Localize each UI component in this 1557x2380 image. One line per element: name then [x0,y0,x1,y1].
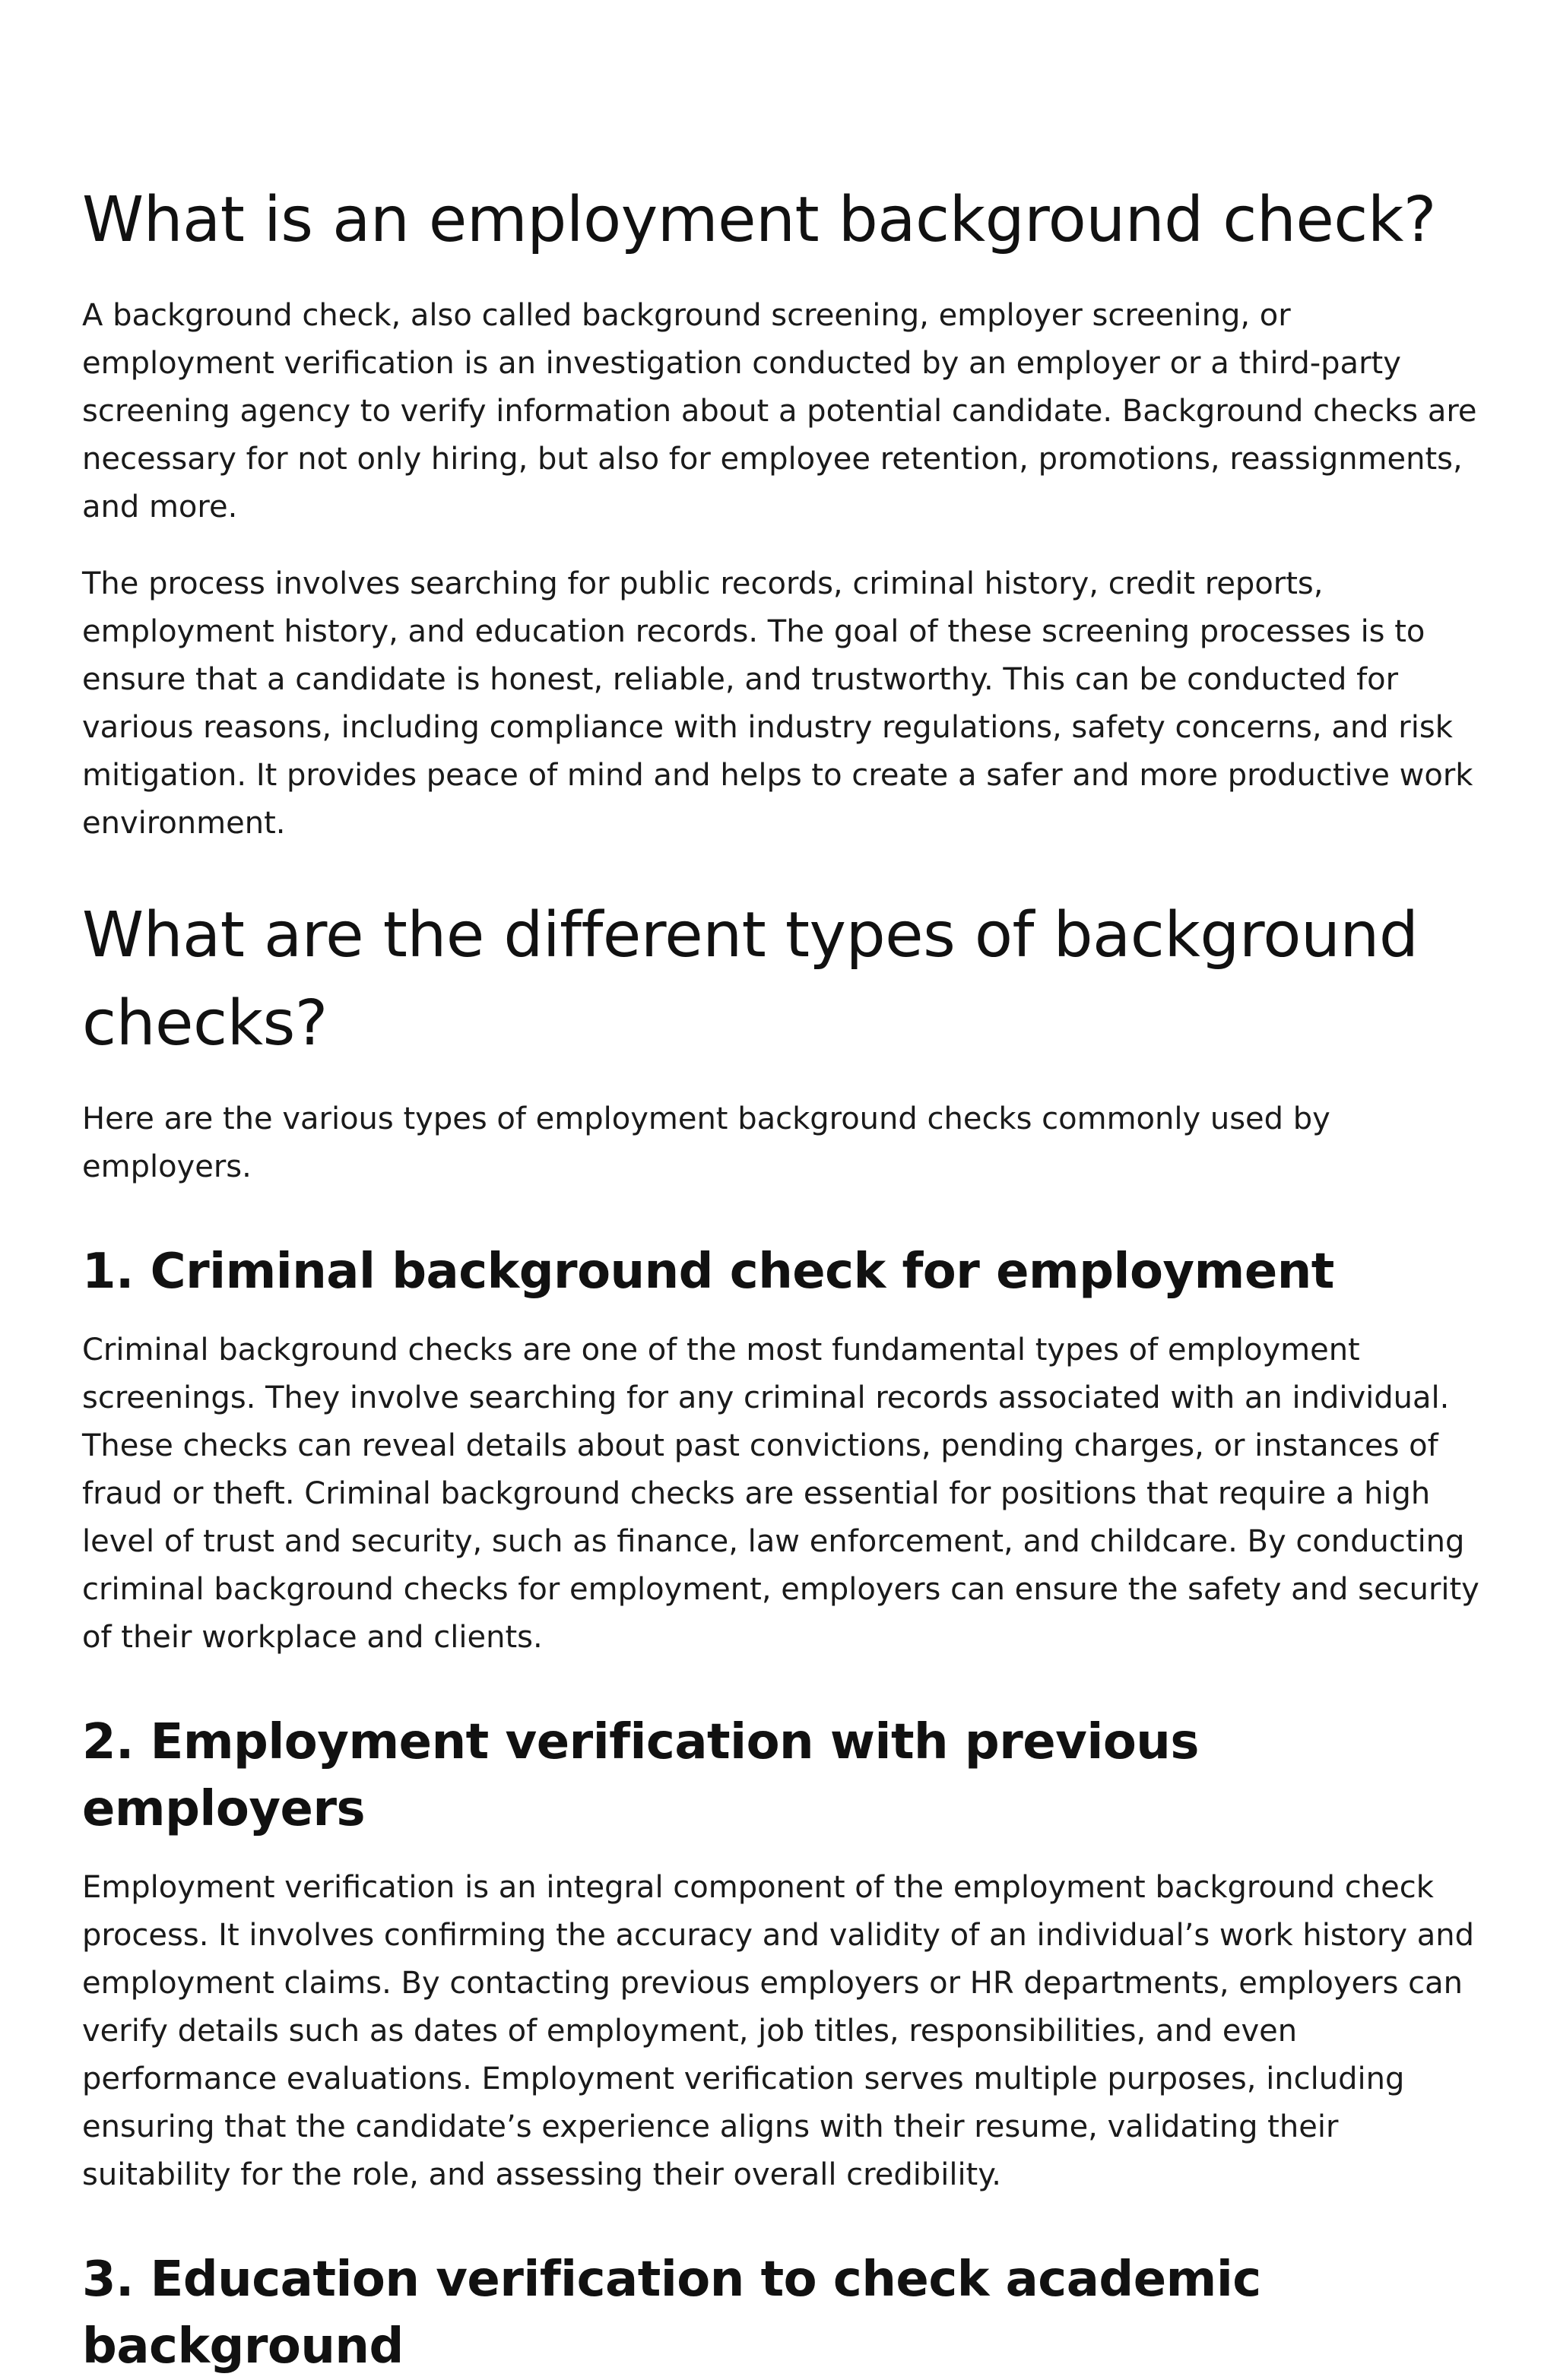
paragraph-employment-verification: Employment verification is an integral component of the employment background check process. It involves confirming the accuracy and validity of an individual’s work history and employment claims. By contacting previous employers or HR departments, employers can verify details such as dates of employment, job titles, responsibilities, and even performance evaluations. Employment verification serves multiple purposes, including ensuring that the candidate’s experience aligns with their resume, validating their suitability for the role, and assessing their overall credibility. [82,1870,1474,2192]
subheading-education-verification: 3. Education verification to check academic background [82,2252,1261,2375]
paragraph-definition: A background check, also called background screening, employer screening, or employment verification is an investigation conducted by an employer or a third-party screening agency to verify information about a potential candidate. Background checks are necessary for not only hiring, but also for employee retention, promotions, reassignments, and more. [82,298,1477,524]
subheading-employment-verification: 2. Employment verification with previous employers [82,1714,1199,1837]
subheading-criminal-check: 1. Criminal background check for employment [82,1244,1334,1300]
paragraph-process: The process involves searching for public records, criminal history, credit reports, employment history, and education records. The goal of these screening processes is to ensure that a candidate is honest, reliable, and trustworthy. This can be conducted for various reasons, including compliance with industry regulations, safety concerns, and risk mitigation. It provides peace of mind and helps to create a safer and more productive work environment. [82,566,1473,841]
paragraph-types-intro: Here are the various types of employment background checks commonly used by employers. [82,1101,1330,1184]
paragraph-criminal-check: Criminal background checks are one of the most fundamental types of employment screenings. They involve searching for any criminal records associated with an individual. These checks can reveal details about past convictions, pending charges, or instances of fraud or theft. Criminal background checks are essential for positions that require a high level of trust and security, such as finance, law enforcement, and childcare. By conducting criminal background checks for employment, employers can ensure the safety and security of their workplace and clients. [82,1333,1479,1655]
heading-types-of-background-checks: What are the different types of background checks? [82,899,1419,1060]
heading-what-is-background-check: What is an employment background check? [82,184,1436,256]
